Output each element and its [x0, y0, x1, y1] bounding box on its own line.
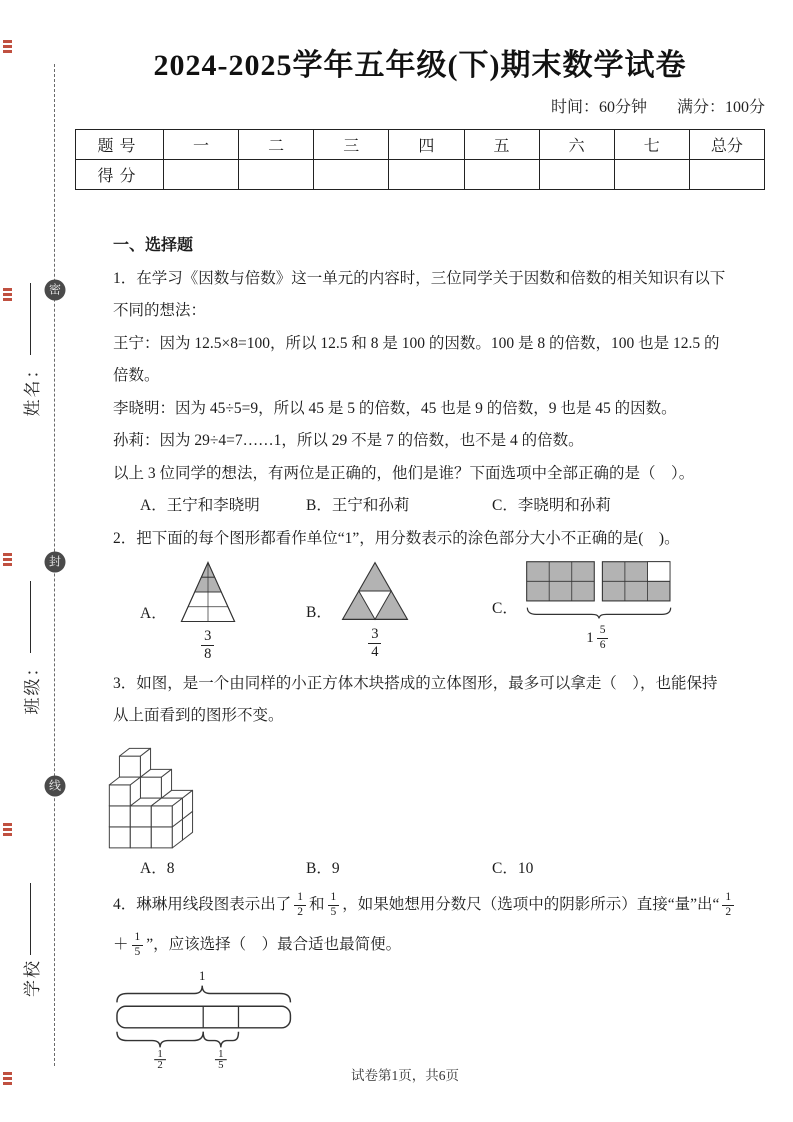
- score-header-cell: 六: [539, 130, 614, 160]
- q2-c-label: C．: [492, 599, 518, 617]
- q1-line: 1．在学习《因数与倍数》这一单元的内容时，三位同学关于因数和倍数的相关知识有以下: [113, 269, 726, 287]
- diagram-total-label: 1: [199, 969, 206, 984]
- q2-a-fraction: $\frac{3}{8}$: [201, 628, 214, 664]
- page-footer: 试卷第1页，共6页: [351, 1068, 459, 1083]
- score-table-score-row: [76, 160, 765, 190]
- seal-char: 线: [48, 778, 61, 793]
- red-edge-mark: [3, 40, 12, 53]
- half-fraction-den: 2: [157, 1059, 163, 1070]
- score-header-cell: 总分: [689, 130, 764, 160]
- score-cell-empty: [314, 160, 389, 190]
- q3-option-c: C．10: [492, 859, 534, 877]
- seal-char: 封: [48, 554, 61, 569]
- q3-option-a: A．8: [140, 859, 175, 877]
- score-header-cell: 四: [389, 130, 464, 160]
- score-header-cell: 二: [239, 130, 314, 160]
- q4-line1: [113, 885, 771, 925]
- score-cell-empty: [164, 160, 239, 190]
- student-name-label: [17, 250, 43, 450]
- q4-fraction: $\frac{1}{2}$: [294, 891, 306, 920]
- q4-line2: [113, 925, 771, 965]
- q1-line: 王宁：因为 12.5×8=100，所以 12.5 和 8 是 100 的因数。100 是 8 的倍数，100 也是 12.5 的: [113, 334, 720, 352]
- top-brace: [117, 986, 290, 1003]
- seal-badge-mi: [45, 280, 66, 301]
- exam-title: 2024-2025学年五年级(下)期末数学试卷: [153, 49, 687, 82]
- q2-option-c-figure: [492, 561, 672, 653]
- cube-stack-figure: [103, 739, 195, 851]
- q2-c-fraction: $\frac{5}{6}$: [597, 624, 609, 653]
- score-table-header-row: [76, 130, 765, 160]
- seal-badge-xian: [45, 776, 66, 797]
- name-label-text: 姓名：: [22, 359, 42, 417]
- school-label-text: 学校: [22, 959, 42, 997]
- fifth-brace: [203, 1032, 238, 1048]
- segment-bar-diagram: [115, 969, 311, 1069]
- q3-option-b: B．9: [306, 859, 340, 877]
- q3-options: [113, 853, 771, 886]
- q3-line: 从上面看到的图形不变。: [113, 707, 284, 725]
- score-header-cell: 一: [164, 130, 239, 160]
- q4-text: ＋: [113, 936, 129, 954]
- q2-b-label: B．: [306, 604, 332, 622]
- student-class-label: [17, 548, 43, 748]
- fifth-fraction-den: 5: [218, 1059, 224, 1070]
- half-brace: [117, 1032, 203, 1048]
- q4-text: 4．琳琳用线段图表示出了: [113, 896, 292, 914]
- q2-option-b-figure: [306, 561, 492, 662]
- score-cell-empty: [464, 160, 539, 190]
- class-blank-line: [29, 582, 31, 654]
- q1-line: 以上 3 位同学的想法，有两位是正确的，他们是谁？下面选项中全部正确的是（ ）。: [113, 464, 695, 482]
- student-school-label: [17, 840, 43, 1040]
- q3-line: 3．如图，是一个由同样的小正方体木块搭成的立体图形，最多可以拿走（ ），也能保持: [113, 674, 718, 692]
- q4-fraction: $\frac{1}{5}$: [132, 931, 144, 960]
- q4-fraction: $\frac{1}{5}$: [328, 891, 340, 920]
- school-blank-line: [29, 883, 31, 955]
- q4-text: 和: [309, 896, 325, 914]
- red-edge-mark: [3, 288, 12, 301]
- score-table: [75, 129, 765, 190]
- score-cell-empty: [689, 160, 764, 190]
- q1-option-c: C．李晓明和孙莉: [492, 497, 611, 514]
- brace-under-grids: [526, 606, 672, 620]
- full-score: 满分：100分: [676, 99, 765, 116]
- score-row-label: 得分: [76, 160, 164, 190]
- red-edge-mark: [3, 553, 12, 566]
- class-label-text: 班级：: [22, 657, 42, 715]
- q1-option-a: A．王宁和李晓明: [140, 497, 260, 514]
- exam-body: [113, 230, 771, 1069]
- red-edge-mark: [3, 1072, 12, 1085]
- q1-options: [113, 490, 771, 523]
- score-header-cell: 七: [614, 130, 689, 160]
- score-header-cell: 题号: [76, 130, 164, 160]
- q1-line: 倍数。: [113, 367, 160, 384]
- q2-c-mixed-number: 1 $\frac{5}{6}$: [586, 624, 611, 653]
- triangle-b-figure: [340, 561, 410, 621]
- half-fraction-num: 1: [157, 1048, 163, 1061]
- name-blank-line: [29, 284, 31, 356]
- fifth-fraction-num: 1: [218, 1048, 224, 1061]
- seal-badge-feng: [45, 552, 66, 573]
- q1-option-b: B．王宁和孙莉: [306, 497, 410, 514]
- time-limit: 时间：60分钟: [550, 99, 647, 116]
- q4-fraction: $\frac{1}{2}$: [722, 891, 734, 920]
- grids-figure: [526, 561, 672, 603]
- q1-line: 李晓明：因为 45÷5=9，所以 45 是 5 的倍数，45 也是 9 的倍数，9 也是 45 的因数。: [113, 399, 677, 417]
- score-cell-empty: [239, 160, 314, 190]
- q2-b-fraction: $\frac{3}{4}$: [368, 626, 381, 662]
- q4-text: ”，应该选择（ ）最合适也最简便。: [146, 936, 402, 954]
- score-cell-empty: [389, 160, 464, 190]
- q1-line: 不同的想法：: [113, 302, 207, 319]
- q2-text: 2．把下面的每个图形都看作单位“1”，用分数表示的涂色部分大小不正确的是( )。: [113, 529, 680, 547]
- seal-char: 密: [48, 282, 61, 297]
- score-header-cell: 五: [464, 130, 539, 160]
- score-header-cell: 三: [314, 130, 389, 160]
- section-heading: 一、选择题: [113, 237, 194, 254]
- q2-option-a-figure: [140, 561, 306, 664]
- score-cell-empty: [539, 160, 614, 190]
- q1-line: 孙莉：因为 29÷4=7……1，所以 29 不是 7 的倍数，也不是 4 的倍数。: [113, 432, 584, 449]
- red-edge-mark: [3, 823, 12, 836]
- exam-meta: [75, 94, 765, 117]
- score-cell-empty: [614, 160, 689, 190]
- q2-figures: [113, 561, 771, 664]
- q2-a-label: A．: [140, 605, 167, 623]
- q4-text: ，如果她想用分数尺（选项中的阴影所示）直接“量”出“: [342, 896, 720, 914]
- triangle-a-figure: [175, 561, 241, 623]
